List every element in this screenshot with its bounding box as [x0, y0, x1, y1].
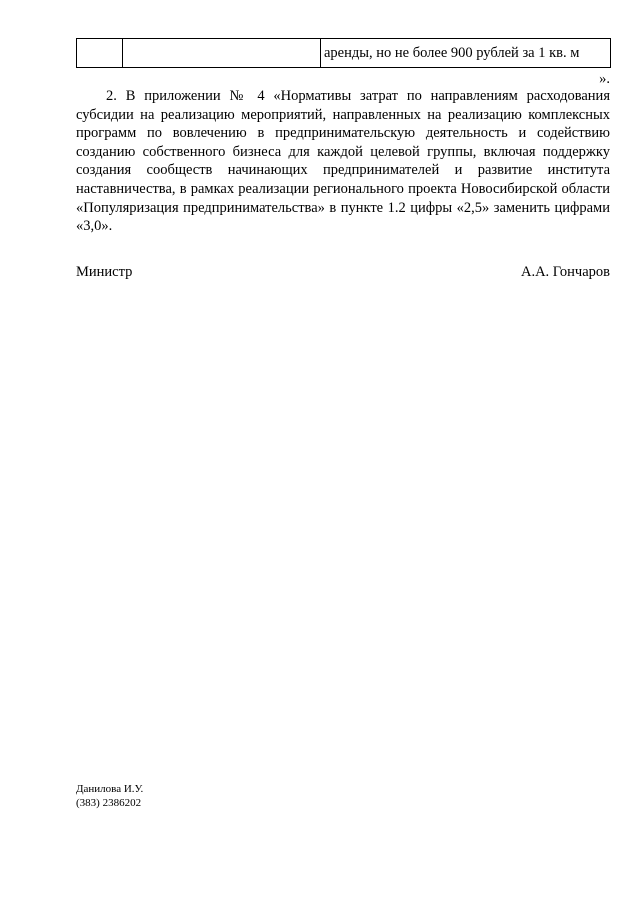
executor-name: Данилова И.У. [76, 783, 144, 795]
table-row [77, 39, 611, 68]
norms-table [76, 38, 611, 68]
table-cell-name [123, 39, 321, 68]
table-cell-norm: аренды, но не более 900 рублей за 1 кв. м [321, 39, 611, 68]
closing-quote: ». [599, 71, 610, 87]
executor-phone: (383) 2386202 [76, 796, 142, 809]
executor-block [76, 783, 143, 810]
signatory-position: Министр [76, 264, 133, 280]
table-cell-number [77, 39, 123, 68]
signatory-name: А.А. Гончаров [520, 264, 610, 280]
amendment-paragraph: 2. В приложении № 4 «Нормативы затрат по направлениям расходования субсидии на реализацию мероприятий, направленных на реализацию комплексных программ по вовлечению в предпринимательскую деятельность и содействию созданию собственного бизнеса для каждой целевой группы, включая поддержку создания сообществ начинающих предпринимателей и развитие института наставничества, в рамках реализации регионального проекта Новосибирской области «Популяризация предпринимательства» в пункте 1.2 цифры «2,5» заменить цифрами «3,0». [76, 88, 610, 235]
